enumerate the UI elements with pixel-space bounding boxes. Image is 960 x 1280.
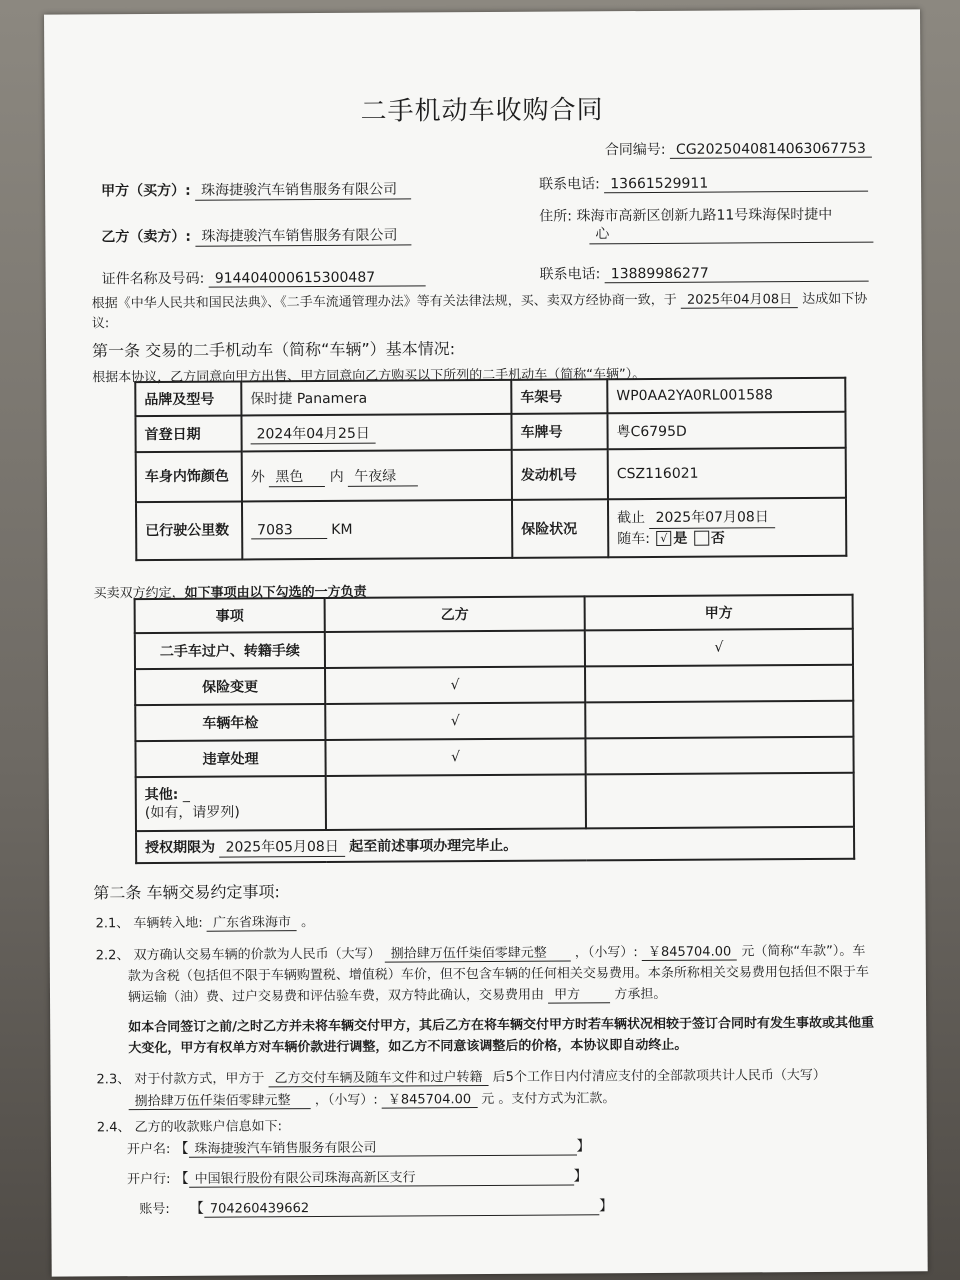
article-1-title: 第一条 交易的二手机动车（简称“车辆”）基本情况: [92,339,456,361]
address-line-1: 珠海市高新区创新九路11号珠海保时捷中 [576,206,833,225]
section-2-4: 2.4、 乙方的收款账户信息如下: [96,1119,283,1136]
plate-value: 粤C6795D [607,412,845,449]
address-line-2: 心 [589,224,873,245]
plate-label: 车牌号 [511,413,607,450]
price-uppercase: 捌拾肆万伍仟柒佰零肆元整 [385,941,571,962]
mileage-value: 7083 [251,521,327,538]
party-a-phone: 联系电话: 13661529911 [539,172,868,194]
transfer-location: 广东省珠海市 [207,911,297,932]
insurance-cell: 截止 2025年07月08日 随车: √ 是 否 [608,498,846,557]
duty-header-item: 事项 [135,598,325,633]
duty-table [134,594,856,864]
brand-label: 品牌及型号 [135,381,241,416]
contract-number: 合同编号: CG2025040814063067753 [605,138,872,160]
yes-checkbox: √ [656,531,671,546]
table-row: 违章处理 √ [135,737,853,777]
page-title: 二手机动车收购合同 [360,95,604,127]
reg-date-cell [241,414,511,452]
payment-condition: 乙方交付车辆及随车文件和过户转籍 [268,1066,488,1087]
engine-label: 发动机号 [512,449,608,500]
account-number-value: 704260439662 [204,1199,599,1217]
account-number-row: 账号: 【 704260439662 】 [139,1198,614,1218]
engine-value: CSZ116021 [608,448,846,499]
section-2-2-line-1: 2.2、 双方确认交易车辆的价款为人民币（大写） 捌拾肆万伍仟柒佰零肆元整 ，（小写）: ￥845704.00 元（简称“车款”）。车 [96,940,866,965]
other-row: 其他: _ (如有，请罗列) [136,773,854,831]
reg-date-value: 2024年04月25日 [251,422,376,444]
vehicle-info-table [134,377,847,561]
party-b-phone-value: 13889986277 [605,265,869,284]
bold-clause-line-1: 如本合同签订之前/之时乙方并未将车辆交付甲方，其后乙方在将车辆交付甲方时若车辆状况相较于签订合同时有发生事故或其他重 [128,1015,874,1036]
vin-value: WP0AA2YA0RL001588 [607,378,845,413]
payment-uppercase: 捌拾肆万伍仟柒佰零肆元整 [129,1089,311,1110]
account-bank-row: 开户行: 【 中国银行股份有限公司珠海高新区支行 】 [127,1165,588,1188]
reg-date-label: 首登日期 [135,415,241,452]
duty-header-a: 甲方 [585,595,853,631]
article-2-title: 第二条 车辆交易约定事项: [93,882,280,903]
id-number-value: 914404000615300487 [209,269,425,287]
party-a-value: 珠海捷骏汽车销售服务有限公司 [195,178,411,200]
contract-number-value: CG2025040814063067753 [670,141,872,159]
color-cell: 外 黑色 内 午夜绿 [242,450,512,502]
vin-label: 车架号 [511,379,607,414]
party-b-address: 住所: 珠海市高新区创新九路11号珠海保时捷中 心 [539,206,873,245]
table-row: 保险变更 √ [135,665,853,705]
mileage-cell: 7083 KM [242,500,512,560]
section-2-2-line-3: 辆运输（油）费、过户交易费和评估验车费，双方特此确认，交易费用由 甲方 方承担。 [128,983,666,1006]
party-b-value: 珠海捷骏汽车销售服务有限公司 [195,224,411,246]
intro-line-1: 根据《中华人民共和国民法典》、《二手车流通管理办法》等有关法律法规，买、卖双方经协商一致，于 2025年04月08日 达成如下协 [92,288,868,313]
auth-date: 2025年05月08日 [219,835,344,857]
insurance-label: 保险状况 [512,499,608,558]
article-1-desc: 根据本协议，乙方同意向甲方出售、甲方同意向乙方购买以下所列的二手机动车（简称“车辆”）。 [92,367,646,386]
brand-value: 保时捷 Panamera [241,380,511,416]
table-row: 车辆年检 √ [135,701,853,741]
price-lowercase: ￥845704.00 [642,940,737,961]
account-bank-value: 中国银行股份有限公司珠海高新区支行 [189,1165,574,1187]
party-a: 甲方（买方）: 珠海捷骏汽车销售服务有限公司 [101,178,411,201]
section-2-2-line-2: 款为含税（包括但不限于车辆购置税、增值税）车价，但不包含车辆的任何相关交易费用。本条所称相关交易费用包括但不限于车 [127,964,869,985]
bold-clause-line-2: 大变化，甲方有权单方对车辆价款进行调整，如乙方不同意该调整后的价格，本协议即自动终止。 [128,1037,688,1057]
party-a-phone-value: 13661529911 [604,175,868,194]
section-2-3-line-1: 2.3、 对于付款方式，甲方于 乙方交付车辆及随车文件和过户转籍 后5个工作日内付清应支付的全部款项共计人民币（大写） [96,1067,826,1088]
fee-payer: 甲方 [548,983,610,1003]
party-b-phone: 联系电话: 13889986277 [540,262,869,284]
section-2-3-line-2: 捌拾肆万伍仟柒佰零肆元整 ，（小写）: ￥845704.00 元 。支付方式为汇款。 [129,1087,616,1110]
account-name-value: 珠海捷骏汽车销售服务有限公司 [188,1135,576,1157]
mileage-label: 已行驶公里数 [136,501,242,560]
no-checkbox [694,531,709,546]
contract-sheet [44,9,928,1276]
intro-date: 2025年04月08日 [681,288,798,309]
duty-header-b: 乙方 [325,596,585,632]
inner-color-value: 午夜绿 [348,465,418,486]
outer-color-value: 黑色 [269,465,325,486]
id-number: 证件名称及号码: 914404000615300487 [102,266,426,288]
party-b: 乙方（卖方）: 珠海捷骏汽车销售服务有限公司 [101,224,411,247]
insurance-until-value: 2025年07月08日 [649,507,774,529]
auth-row: 授权期限为 2025年05月08日 起至前述事项办理完毕止。 [136,827,854,863]
section-2-1: 2.1、 车辆转入地: 广东省珠海市 。 [95,911,314,932]
color-label: 车身内饰颜色 [136,451,242,502]
payment-lowercase: ￥845704.00 [382,1088,477,1109]
account-name-row: 开户名: 【 珠海捷骏汽车销售服务有限公司 】 [127,1135,591,1158]
intro-line-2: 议: [91,316,110,332]
agreement-line: 买卖双方约定，如下事项由以下勾选的一方负责 [93,584,367,602]
table-row: 二手车过户、转籍手续 √ [135,629,853,669]
